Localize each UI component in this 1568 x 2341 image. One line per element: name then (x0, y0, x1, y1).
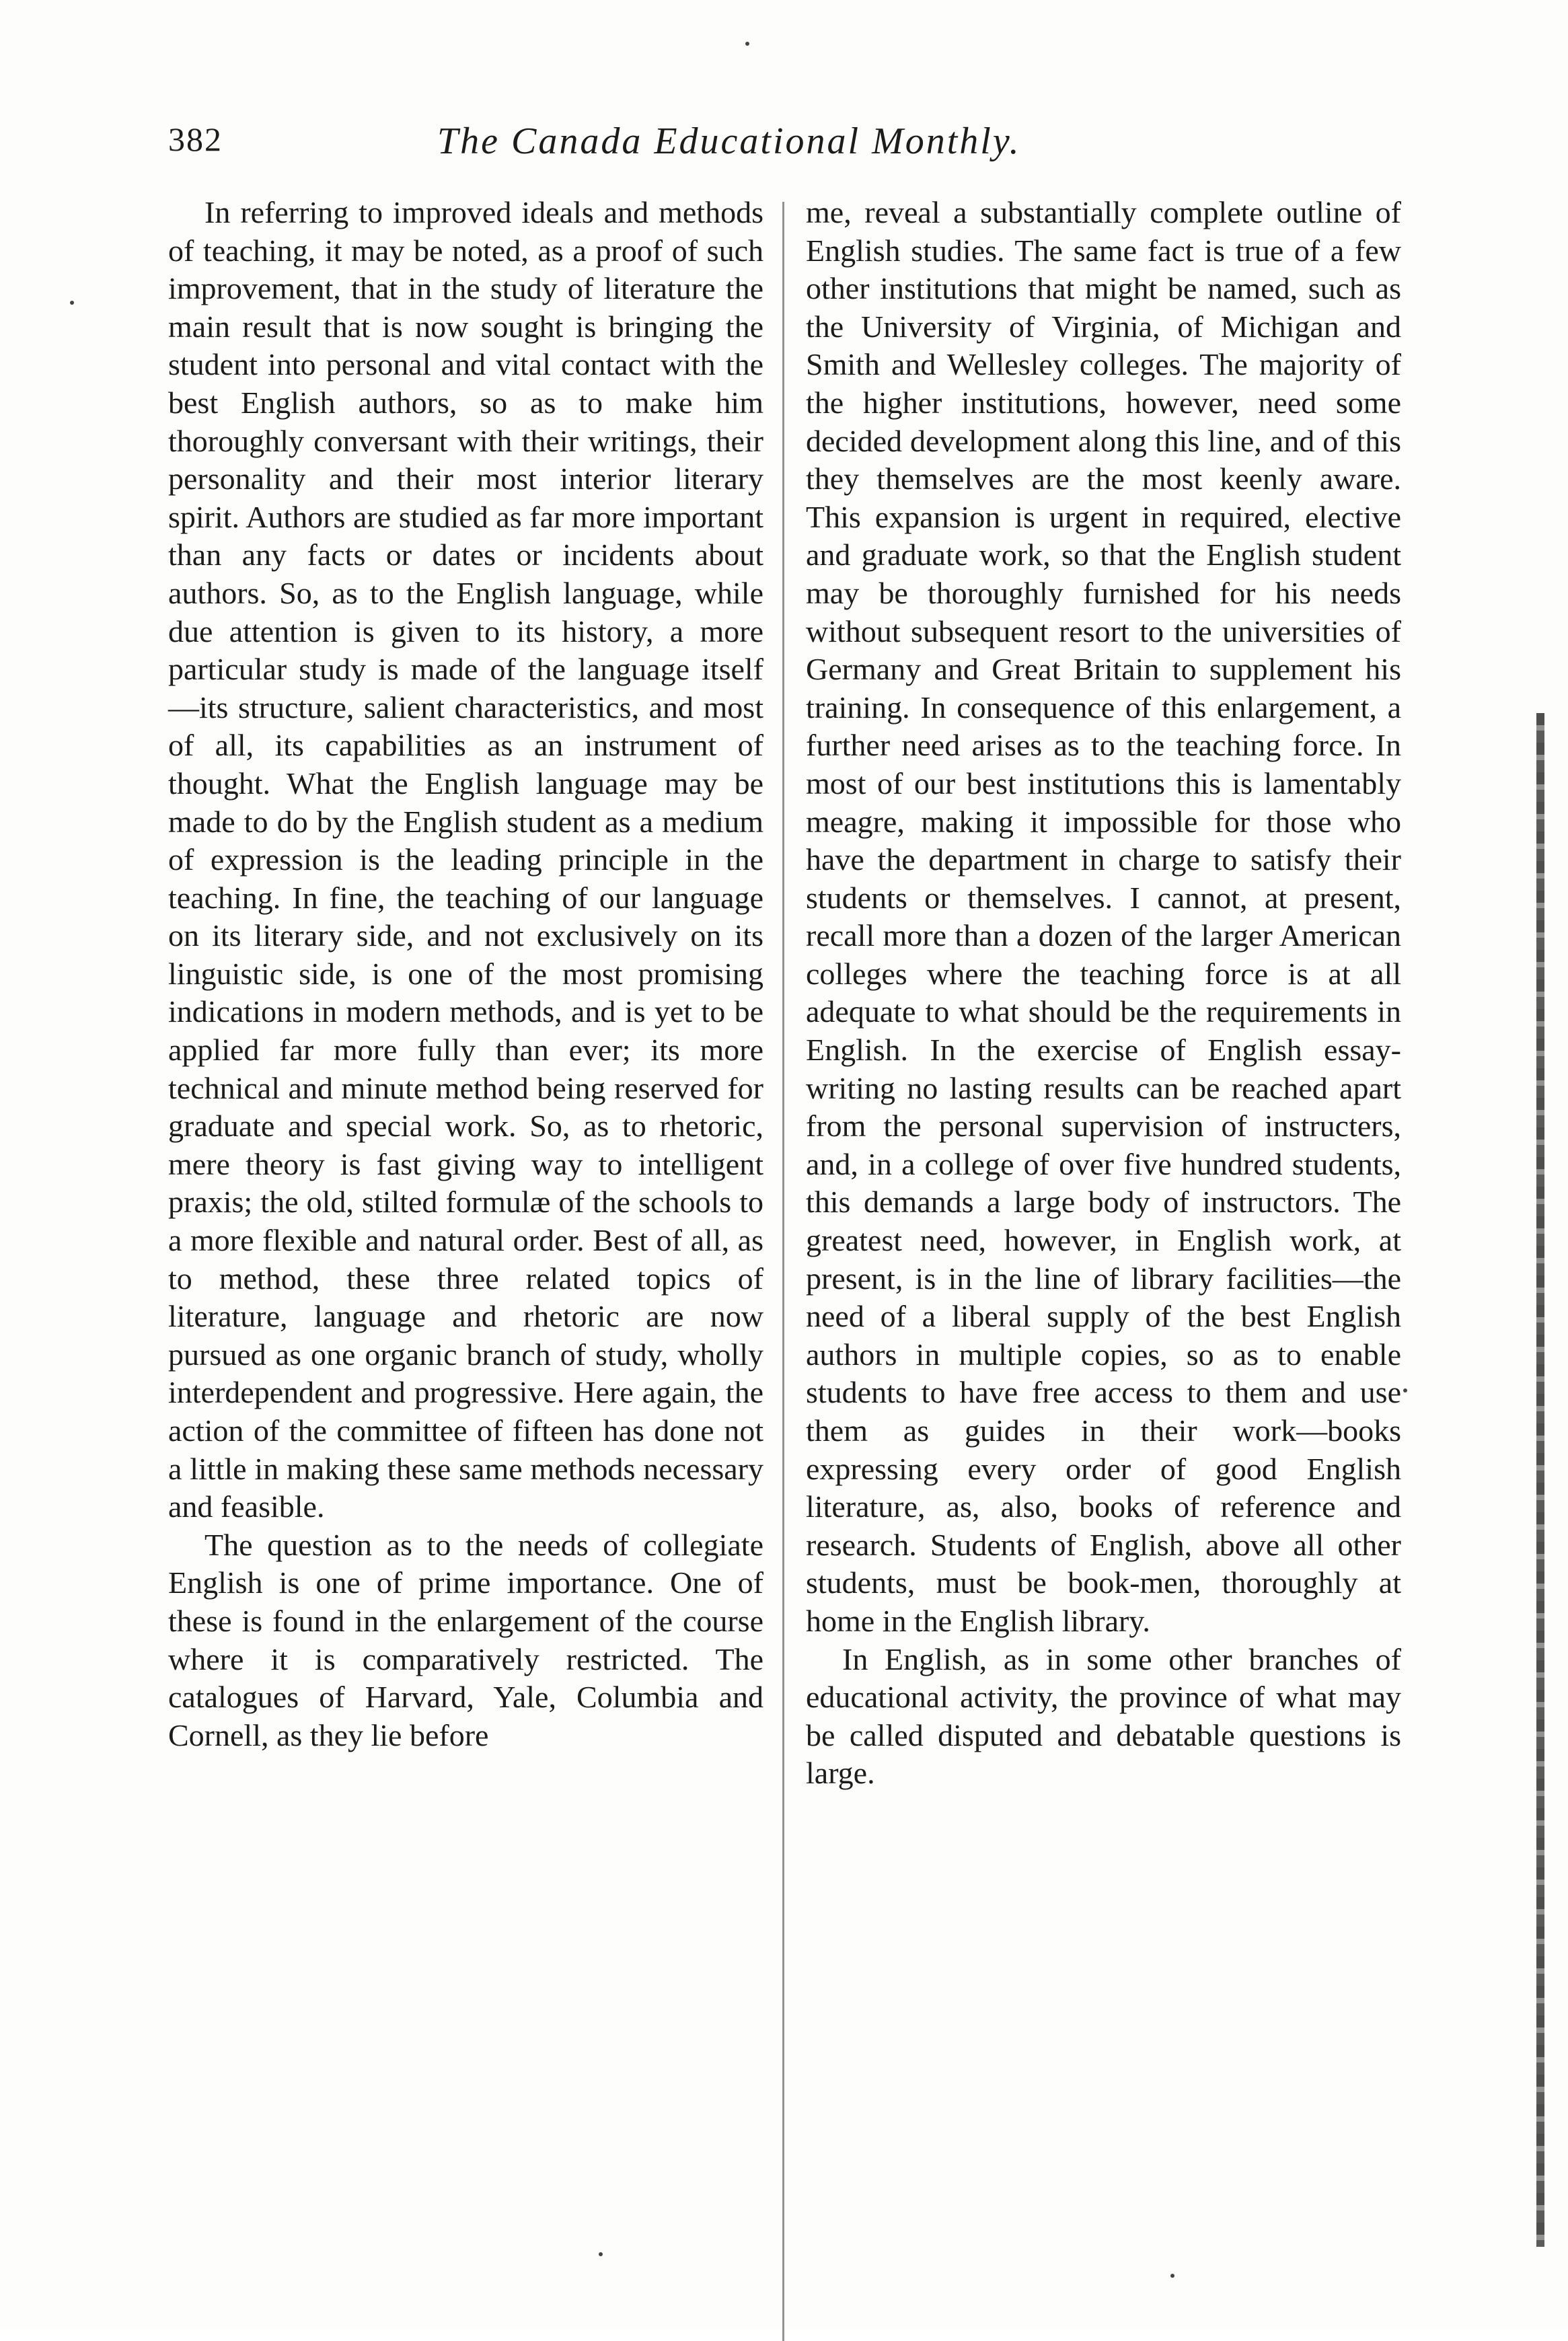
scan-speck (70, 301, 74, 305)
left-column (168, 194, 763, 1754)
paragraph: The question as to the needs of collegiate English is one of prime importance. One of these is found in the enlargement of the course where it is comparatively restricted. The catalogues of Harvard, Yale, Columbia and Cornell, as they lie before (168, 1527, 763, 1752)
paragraph: In English, as in some other branches of educational activity, the province of what may be called disputed and debatable questions is large. (806, 1641, 1401, 1791)
column-divider (782, 202, 784, 2341)
running-title: The Canada Educational Monthly. (437, 120, 1021, 162)
scan-speck (1403, 1388, 1407, 1392)
binding-edge-shadow (1536, 713, 1544, 2247)
right-column (806, 194, 1401, 1793)
scan-speck (599, 2252, 603, 2256)
page-header (168, 120, 1419, 167)
scan-speck (745, 42, 749, 46)
page-number: 382 (168, 120, 223, 158)
scan-speck (1170, 2274, 1174, 2278)
paragraph: In referring to improved ideals and methods of teaching, it may be noted, as a proof of such improvement, that in the study of literature the main result that is now sought is bringing the student into personal and vital contact with the best English authors, so as to make him thoroughly conversant with their writings, their personality and their most interior literary spirit. Authors are studied as far more important than any facts or dates or incidents about authors. So, as to the English language, while due attention is given to its history, a more particular study is made of the language itself—its structure, salient characteristics, and most of all, its capabilities as an instrument of thought. What the English language may be made to do by the English student as a medium of expression is the leading principle in the teaching. In fine, the teaching of our language on its literary side, and not exclusively on its linguistic side, is one of the most promising indications in modern methods, and is yet to be applied far more fully than ever; its more technical and minute method being reserved for graduate and special work. So, as to rhetoric, mere theory is fast giving way to intelligent praxis; the old, stilted formulæ of the schools to a more flexible and natural order. Best of all, as to method, these three related topics of literature, language and rhetoric are now pursued as one organic branch of study, wholly interdependent and progressive. Here again, the action of the committee of fifteen has done not a little in making these same methods necessary and feasible. (168, 195, 763, 1524)
paragraph: me, reveal a substantially complete outline of English studies. The same fact is true of a few other institutions that might be named, such as the University of Virginia, of Michigan and Smith and Wellesley colleges. The majority of the higher institutions, however, need some decided development along this line, and of this they themselves are the most keenly aware. This expansion is urgent in required, elective and graduate work, so that the English student may be thoroughly furnished for his needs without subsequent resort to the universities of Germany and Great Britain to supplement his training. In consequence of this enlargement, a further need arises as to the teaching force. In most of our best institutions this is lamentably meagre, making it impossible for those who have the department in charge to satisfy their students or themselves. I cannot, at present, recall more than a dozen of the larger American colleges where the teaching force is at all adequate to what should be the requirements in English. In the exercise of English essay-writing no lasting results can be reached apart from the personal supervision of instructers, and, in a college of over five hundred students, this demands a large body of instructors. The greatest need, however, in English work, at present, is in the line of library facilities—the need of a liberal supply of the best English authors in multiple copies, so as to enable students to have free access to them and use them as guides in their work—books expressing every order of good English literature, as, also, books of reference and research. Students of English, above all other students, must be book-men, thoroughly at home in the English library. (806, 195, 1401, 1638)
